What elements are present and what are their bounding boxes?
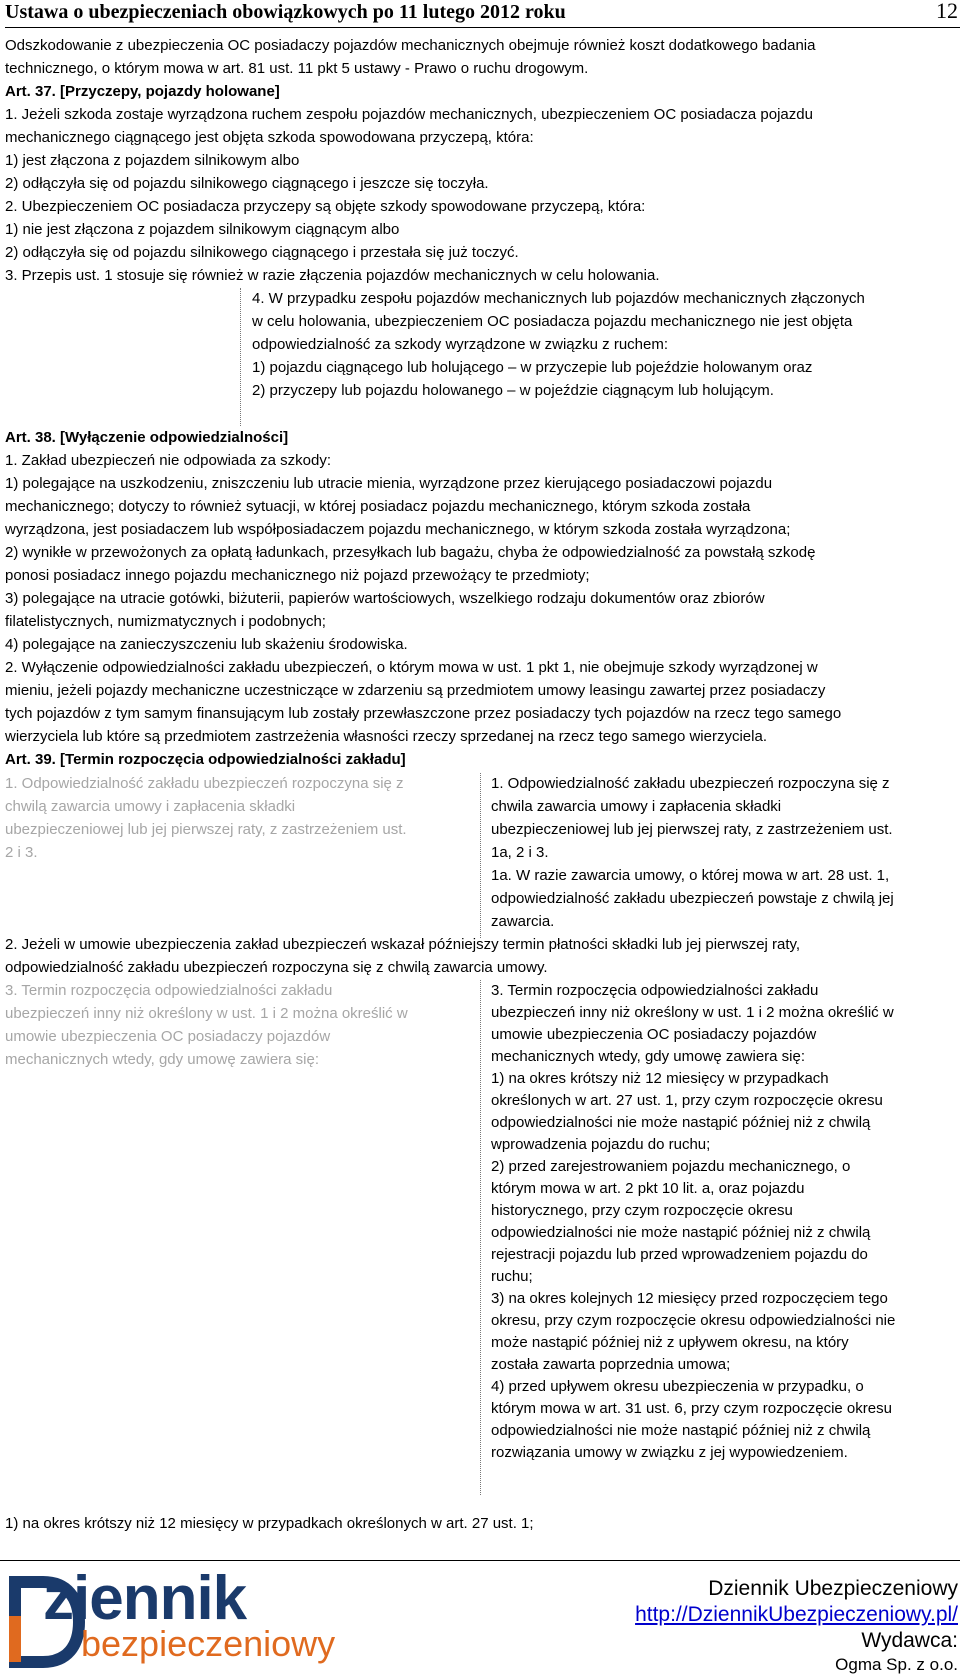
art39-new-text: zawarcia. <box>491 913 555 930</box>
art39-old-text: ubezpieczeń inny niż określony w ust. 1 i 2 można określić w <box>5 1005 408 1022</box>
art39-new-text: 1. Odpowiedzialność zakładu ubezpieczeń rozpoczyna się z <box>491 775 890 792</box>
art39-old-text: umowie ubezpieczenia OC posiadaczy pojazdów <box>5 1028 331 1045</box>
art39-new-text: rozwiązania umowy w związku z jej wypowiedzeniem. <box>491 1444 848 1461</box>
art39-new-text: określonych w art. 27 ust. 1, przy czym rozpoczęcie okresu <box>491 1092 883 1109</box>
art39-new-text: wprowadzenia pojazdu do ruchu; <box>491 1136 711 1153</box>
column-divider <box>240 288 241 426</box>
art38-line: ponosi posiadacz innego pojazdu mechanicznego niż pojazd przewożący te przedmioty; <box>5 567 590 584</box>
art38-line: 1) polegające na uszkodzeniu, zniszczeniu lub utracie mienia, wyrządzone przez kierującego posiadaczowi pojazdu <box>5 475 773 492</box>
art39-new-text: została zawarta poprzednia umowa; <box>491 1356 731 1373</box>
art39-new-text: 4) przed upływem okresu ubezpieczenia w przypadku, o <box>491 1378 864 1395</box>
website-link[interactable]: http://DziennikUbezpieczeniowy.pl/ <box>635 1603 958 1626</box>
art39-new-text: ubezpieczeniowej lub jej pierwszej raty, z zastrzeżeniem ust. <box>491 821 893 838</box>
art38-line: mieniu, jeżeli pojazdy mechaniczne uczestniczące w zdarzeniu są przedmiotem umowy leasingu zawartej przez posiadaczy <box>5 682 826 699</box>
art39-new-text: ruchu; <box>491 1268 533 1285</box>
art37-line: 1. Jeżeli szkoda zostaje wyrządzona ruchem zespołu pojazdów mechanicznych, ubezpieczeniem OC posiadacza pojazdu <box>5 106 813 123</box>
art37-point4-line: 4. W przypadku zespołu pojazdów mechanicznych lub pojazdów mechanicznych złączonych <box>252 290 865 307</box>
art37-heading: Art. 37. [Przyczepy, pojazdy holowane] <box>5 83 280 100</box>
art39-old-text: 3. Termin rozpoczęcia odpowiedzialności zakładu <box>5 982 333 999</box>
art38-line: 2. Wyłączenie odpowiedzialności zakładu ubezpieczeń, o którym mowa w ust. 1 pkt 1, nie obejmuje szkody wyrządzonej w <box>5 659 818 676</box>
art39-new-text: odpowiedzialności nie może nastąpić później niż z chwilą <box>491 1224 871 1241</box>
art39-old-text: mechanicznych wtedy, gdy umowę zawiera się: <box>5 1051 320 1068</box>
art39-new-text: chwila zawarcia umowy i zapłacenia składki <box>491 798 782 815</box>
art39-old-text: 2 i 3. <box>5 844 38 861</box>
art39-new-text: ubezpieczeń inny niż określony w ust. 1 i 2 można określić w <box>491 1004 894 1021</box>
art39-new-text: 3) na okres kolejnych 12 miesięcy przed rozpoczęciem tego <box>491 1290 888 1307</box>
page-header <box>5 0 960 28</box>
column-divider <box>480 773 481 938</box>
art38-line: 2) wynikłe w przewożonych za opłatą ładunkach, przesyłkach lub bagażu, chyba że odpowiedzialność za powstałą szkodę <box>5 544 816 561</box>
art39-new-text: 1a, 2 i 3. <box>491 844 549 861</box>
art37-point4-line: odpowiedzialność za szkody wyrządzone w związku z ruchem: <box>252 336 669 353</box>
art39-new-text: którym mowa w art. 31 ust. 6, przy czym rozpoczęcie okresu <box>491 1400 892 1417</box>
art38-heading: Art. 38. [Wyłączenie odpowiedzialności] <box>5 429 289 446</box>
art39-new-text: okresu, przy czym rozpoczęcie okresu odpowiedzialności nie <box>491 1312 896 1329</box>
art39-new-text: odpowiedzialności nie może nastąpić później niż z chwilą <box>491 1114 871 1131</box>
art38-line: filatelistycznych, numizmatycznych i podobnych; <box>5 613 326 630</box>
art39-point2-line: 2. Jeżeli w umowie ubezpieczenia zakład ubezpieczeń wskazał późniejszy termin płatności składki lub jej pierwszej raty, <box>5 936 801 953</box>
art38-line: wyrządzona, jest posiadaczem lub współposiadaczem pojazdu mechanicznego, w którym szkoda została wyrządzona; <box>5 521 791 538</box>
art39-point2-line: odpowiedzialność zakładu ubezpieczeń rozpoczyna się z chwilą zawarcia umowy. <box>5 959 548 976</box>
art37-line: 3. Przepis ust. 1 stosuje się również w razie złączenia pojazdów mechanicznych w celu holowania. <box>5 267 660 284</box>
art38-line: wierzyciela lub które są przedmiotem zastrzeżenia własności rzeczy sprzedanej na rzecz tego samego wierzyciela. <box>5 728 767 745</box>
intro-line: technicznego, o którym mowa w art. 81 ust. 11 pkt 5 ustawy - Prawo o ruchu drogowym. <box>5 60 589 77</box>
art39-new-text: 1a. W razie zawarcia umowy, o której mowa w art. 28 ust. 1, <box>491 867 890 884</box>
art37-point4-line: w celu holowania, ubezpieczeniem OC posiadacza pojazdu mechanicznego nie jest objęta <box>252 313 853 330</box>
publication-name: Dziennik Ubezpieczeniowy <box>708 1577 958 1600</box>
art39-new-text: 3. Termin rozpoczęcia odpowiedzialności zakładu <box>491 982 819 999</box>
art39-new-text: 2) przed zarejestrowaniem pojazdu mechanicznego, o <box>491 1158 851 1175</box>
art39-old-text: 1. Odpowiedzialność zakładu ubezpieczeń rozpoczyna się z <box>5 775 404 792</box>
art39-old-text: ubezpieczeniowej lub jej pierwszej raty, z zastrzeżeniem ust. <box>5 821 407 838</box>
art38-line: 4) polegające na zanieczyszczeniu lub skażeniu środowiska. <box>5 636 408 653</box>
art38-line: 1. Zakład ubezpieczeń nie odpowiada za szkody: <box>5 452 332 469</box>
column-divider <box>480 980 481 1495</box>
publisher-label: Wydawca: <box>861 1629 958 1652</box>
art39-old-text: chwilą zawarcia umowy i zapłacenia składki <box>5 798 296 815</box>
art38-line: mechanicznego; dotyczy to również sytuacji, w której posiadacz pojazdu mechanicznego, którym szkoda została <box>5 498 751 515</box>
logo-text-bottom: bezpieczeniowy <box>81 1623 336 1664</box>
art37-line: 2. Ubezpieczeniem OC posiadacza przyczepy są objęte szkody spowodowane przyczepą, która: <box>5 198 646 215</box>
art39-new-text: odpowiedzialności nie może nastąpić później niż z chwilą <box>491 1422 871 1439</box>
page-number: 12 <box>936 0 958 23</box>
logo-text-top: ziennik <box>43 1564 247 1633</box>
art37-line: 2) odłączyła się od pojazdu silnikowego ciągnącego i przestała się już toczyć. <box>5 244 519 261</box>
art39-new-text: historycznego, przy czym rozpoczęcie okresu <box>491 1202 793 1219</box>
footer-publisher-info <box>635 1576 958 1676</box>
footnote: 1) na okres krótszy niż 12 miesięcy w przypadkach określonych w art. 27 ust. 1; <box>5 1515 534 1532</box>
art37-point4-line: 2) przyczepy lub pojazdu holowanego – w pojeździe ciągnącym lub holującym. <box>252 382 774 399</box>
art39-new-text: mechanicznych wtedy, gdy umowę zawiera się: <box>491 1048 806 1065</box>
art37-line: 1) nie jest złączona z pojazdem silnikowym ciągnącym albo <box>5 221 400 238</box>
art39-heading: Art. 39. [Termin rozpoczęcia odpowiedzialności zakładu] <box>5 751 406 768</box>
art38-line: tych pojazdów z tym samym finansującym lub zostały przewłaszczone przez posiadaczy tych pojazdów na rzecz tego samego <box>5 705 842 722</box>
art37-line: 2) odłączyła się od pojazdu silnikowego ciągnącego i jeszcze się toczyła. <box>5 175 489 192</box>
art37-line: mechanicznego ciągnącego jest objęta szkoda spowodowana przyczepą, która: <box>5 129 534 146</box>
dziennik-logo <box>5 1566 365 1670</box>
intro-line: Odszkodowanie z ubezpieczenia OC posiadaczy pojazdów mechanicznych obejmuje również koszt dodatkowego badania <box>5 37 816 54</box>
art37-line: 1) jest złączona z pojazdem silnikowym albo <box>5 152 300 169</box>
document-title: Ustawa o ubezpieczeniach obowiązkowych po 11 lutego 2012 roku <box>5 1 566 23</box>
art39-new-text: umowie ubezpieczenia OC posiadaczy pojazdów <box>491 1026 817 1043</box>
art38-line: 3) polegające na utracie gotówki, biżuterii, papierów wartościowych, wszelkiego rodzaju dokumentów oraz zbiorów <box>5 590 765 607</box>
art39-new-text: może nastąpić później niż z upływem okresu, na który <box>491 1334 849 1351</box>
publisher-name: Ogma Sp. z o.o. <box>835 1655 958 1674</box>
footer-divider <box>0 1560 960 1561</box>
art37-point4-line: 1) pojazdu ciągnącego lub holującego – w przyczepie lub pojeździe holowanym oraz <box>252 359 813 376</box>
art39-new-text: którym mowa w art. 2 pkt 10 lit. a, oraz pojazdu <box>491 1180 805 1197</box>
art39-new-text: rejestracji pojazdu lub przed wprowadzeniem pojazdu do <box>491 1246 868 1263</box>
art39-new-text: 1) na okres krótszy niż 12 miesięcy w przypadkach <box>491 1070 829 1087</box>
art39-new-text: odpowiedzialność zakładu ubezpieczeń powstaje z chwilą jej <box>491 890 894 907</box>
